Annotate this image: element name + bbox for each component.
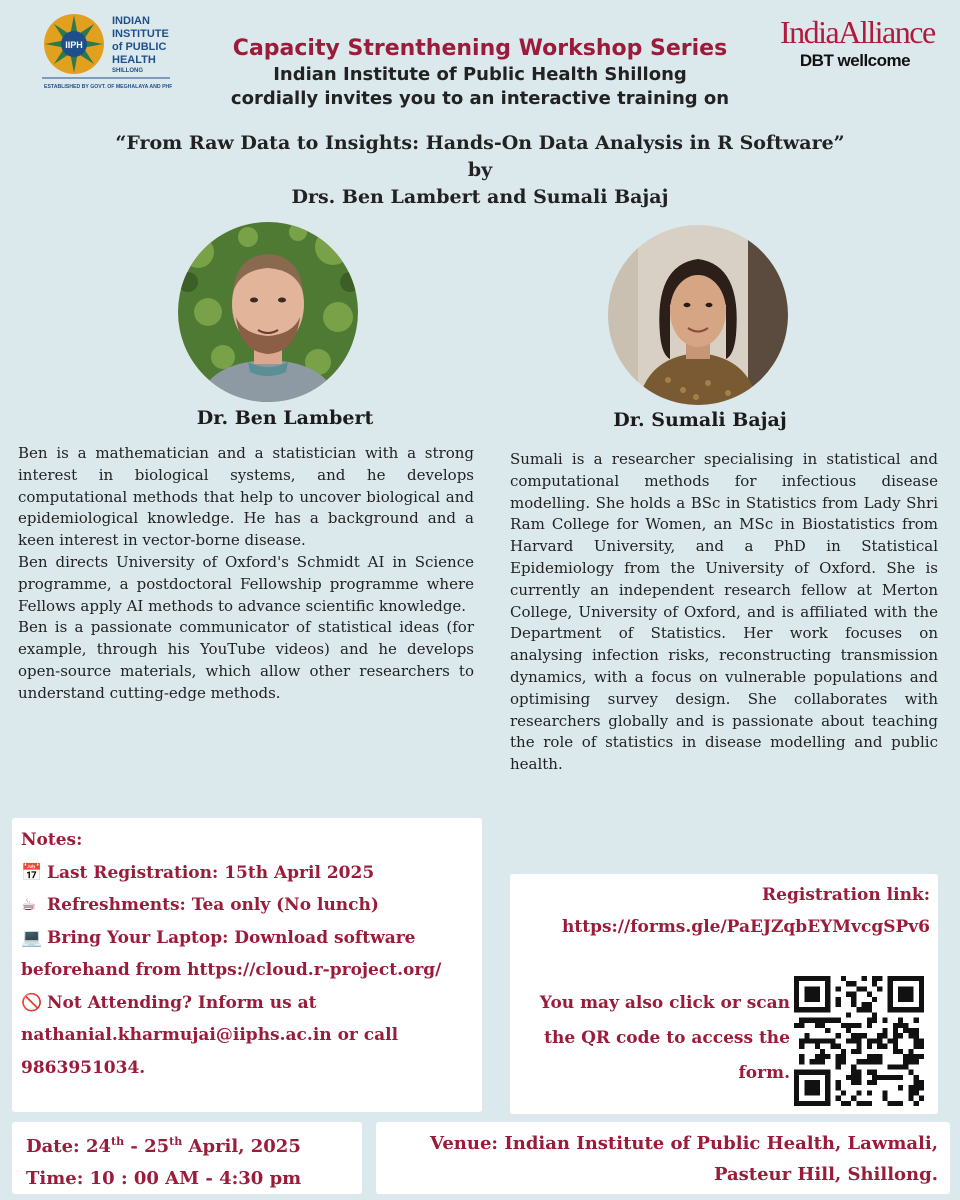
svg-text:ESTABLISHED BY GOVT. OF MEGHAL: ESTABLISHED BY GOVT. OF MEGHALAYA AND PHFI bbox=[44, 84, 172, 90]
ben-lambert-photo bbox=[178, 222, 358, 402]
laptop-icon: 💻 bbox=[21, 927, 43, 948]
notes-heading: Notes: bbox=[21, 830, 83, 850]
note-item bbox=[21, 889, 473, 922]
bio-ben-paragraph: Ben is a mathematician and a statistician with a strong interest in biological systems, and he develops computational methods that help to uncover biological and epidemiological knowledge. He has a background and a keen interest in vector-borne disease. bbox=[18, 444, 474, 550]
svg-text:INSTITUTE: INSTITUTE bbox=[112, 28, 169, 40]
svg-text:of PUBLIC: of PUBLIC bbox=[112, 41, 167, 53]
host-line: Indian Institute of Public Health Shillong bbox=[273, 64, 687, 85]
note-text: Last Registration: 15th April 2025 bbox=[47, 862, 375, 883]
note-item bbox=[21, 922, 473, 987]
bio-ben-paragraph: Ben directs University of Oxford's Schmidt AI in Science programme, a postdoctoral Fellowship programme where Fellows apply AI methods to advance scientific knowledge. bbox=[18, 552, 474, 615]
invite-line: cordially invites you to an interactive training on bbox=[230, 88, 730, 109]
calendar-icon: 📅 bbox=[21, 862, 43, 883]
qr-hint: You may also click or scan the QR code to access the form. bbox=[539, 993, 790, 1083]
note-item bbox=[21, 987, 473, 1085]
notes-box bbox=[12, 818, 482, 1112]
prohibited-icon: 🚫 bbox=[21, 992, 43, 1013]
india-alliance-logo bbox=[780, 12, 935, 70]
speaker-name-sumali: Dr. Sumali Bajaj bbox=[613, 409, 787, 431]
time-line: Time: 10 : 00 AM - 4:30 pm bbox=[26, 1168, 302, 1189]
bio-ben-paragraph: Ben is a passionate communicator of statistical ideas (for example, through his YouTube videos) and he develops open-source materials, which allow other researchers to understand cutting-edge methods. bbox=[18, 618, 474, 702]
registration-box bbox=[510, 874, 938, 1114]
speaker-name-ben: Dr. Ben Lambert bbox=[196, 407, 374, 429]
bio-sumali-paragraph: Sumali is a researcher specialising in statistical and computational methods for infectious disease modelling. She holds a BSc in Statistics from Lady Shri Ram College for Women, an MSc in Biostatistics from Harvard University, and a PhD in Statistical Epidemiology from the University of Oxford. She is currently an independent research fellow at Merton College, University of Oxford, and is affiliated with the Department of Statistics. Her work focuses on analysing infection risks, reconstructing transmission dynamics, with a focus on vulnerable populations and optimising survey design. She collaborates with researchers globally and is passionate about teaching the role of statistics in disease modelling and public health. bbox=[510, 450, 938, 774]
india-alliance-subtitle: DBT wellcome bbox=[799, 51, 911, 70]
series-title: Capacity Strenthening Workshop Series bbox=[232, 36, 728, 61]
registration-link[interactable]: https://forms.gle/PaEJZqbEYMvcgSPv6 bbox=[562, 917, 930, 937]
by-line: by bbox=[467, 159, 493, 181]
speakers-line: Drs. Ben Lambert and Sumali Bajaj bbox=[291, 186, 669, 208]
venue-line: Venue: Indian Institute of Public Health, Lawmali, bbox=[430, 1133, 938, 1154]
date-line: Date: 24th - 25th April, 2025 bbox=[26, 1135, 301, 1157]
header bbox=[180, 34, 780, 111]
training-title-block bbox=[0, 130, 960, 211]
iiph-emblem-icon bbox=[40, 8, 172, 92]
iiph-logo bbox=[40, 8, 172, 92]
svg-text:SHILLONG: SHILLONG bbox=[112, 68, 143, 74]
sumali-bajaj-photo bbox=[608, 225, 788, 405]
venue-line: Pasteur Hill, Shillong. bbox=[713, 1164, 938, 1185]
venue-box bbox=[376, 1122, 950, 1194]
svg-text:INDIAN: INDIAN bbox=[112, 15, 150, 27]
qr-code[interactable] bbox=[794, 976, 924, 1106]
note-text: Refreshments: Tea only (No lunch) bbox=[47, 895, 379, 915]
svg-text:HEALTH: HEALTH bbox=[112, 54, 156, 66]
note-item bbox=[21, 857, 473, 890]
india-alliance-wordmark: IndiaAlliance bbox=[780, 14, 935, 50]
datetime-box bbox=[12, 1122, 362, 1194]
registration-label: Registration link: bbox=[762, 885, 930, 905]
svg-text:IIPH: IIPH bbox=[65, 40, 83, 50]
note-text: Bring Your Laptop: Download software beforehand from https://cloud.r-project.org/ bbox=[21, 927, 442, 980]
tea-icon: ☕ bbox=[21, 895, 37, 915]
bio-ben bbox=[18, 443, 474, 705]
bio-sumali bbox=[510, 449, 938, 776]
training-title: “From Raw Data to Insights: Hands-On Data Analysis in R Software” bbox=[115, 132, 845, 154]
note-text: Not Attending? Inform us at nathanial.kharmujai@iiphs.ac.in or call 9863951034. bbox=[21, 992, 399, 1078]
